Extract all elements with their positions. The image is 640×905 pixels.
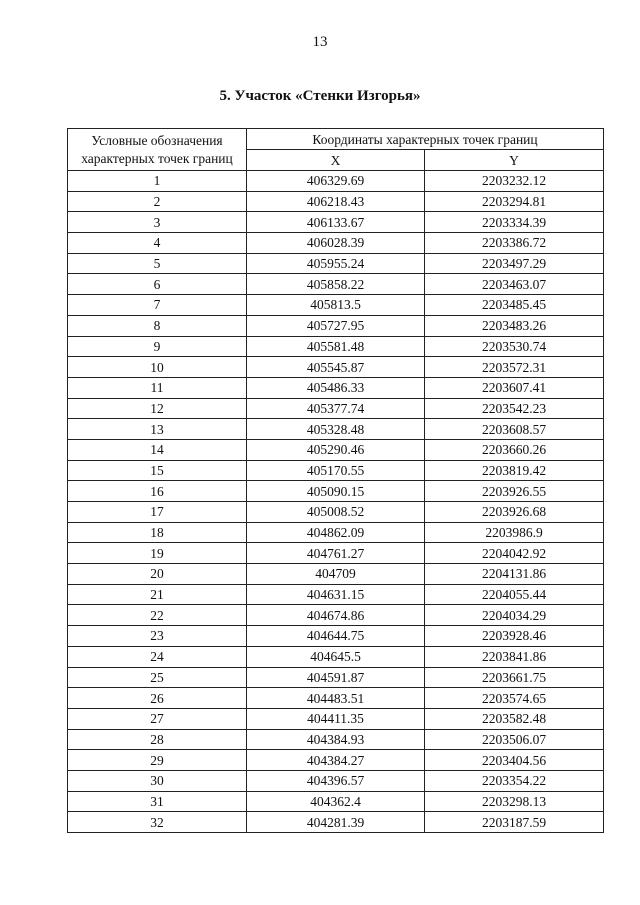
table-row <box>68 377 604 398</box>
point-number-cell: 21 <box>68 584 247 605</box>
x-coordinate-cell: 404709 <box>247 564 425 585</box>
table-row <box>68 315 604 336</box>
y-coordinate-cell: 2203661.75 <box>425 667 604 688</box>
point-number-cell: 16 <box>68 481 247 502</box>
point-number-cell: 22 <box>68 605 247 626</box>
table-row <box>68 171 604 192</box>
y-coordinate-cell: 2203187.59 <box>425 812 604 833</box>
table-row <box>68 502 604 523</box>
table-row <box>68 605 604 626</box>
x-coordinate-cell: 405170.55 <box>247 460 425 481</box>
x-coordinate-cell: 406218.43 <box>247 191 425 212</box>
y-coordinate-cell: 2203497.29 <box>425 253 604 274</box>
y-coordinate-cell: 2203298.13 <box>425 791 604 812</box>
x-coordinate-cell: 404674.86 <box>247 605 425 626</box>
y-coordinate-cell: 2203354.22 <box>425 770 604 791</box>
table-row <box>68 791 604 812</box>
header-coordinates: Координаты характерных точек границ <box>247 129 604 150</box>
table-row <box>68 212 604 233</box>
y-coordinate-cell: 2204131.86 <box>425 564 604 585</box>
y-coordinate-cell: 2203572.31 <box>425 357 604 378</box>
table-row <box>68 543 604 564</box>
point-number-cell: 15 <box>68 460 247 481</box>
table-row <box>68 253 604 274</box>
x-coordinate-cell: 405008.52 <box>247 502 425 523</box>
table-row <box>68 295 604 316</box>
y-coordinate-cell: 2203294.81 <box>425 191 604 212</box>
y-coordinate-cell: 2203530.74 <box>425 336 604 357</box>
x-coordinate-cell: 404384.93 <box>247 729 425 750</box>
point-number-cell: 32 <box>68 812 247 833</box>
table-row <box>68 460 604 481</box>
point-number-cell: 6 <box>68 274 247 295</box>
table-row <box>68 770 604 791</box>
section-title: 5. Участок «Стенки Изгорья» <box>219 88 421 104</box>
y-coordinate-cell: 2203582.48 <box>425 708 604 729</box>
y-coordinate-cell: 2203608.57 <box>425 419 604 440</box>
point-number-cell: 28 <box>68 729 247 750</box>
point-number-cell: 18 <box>68 522 247 543</box>
x-coordinate-cell: 405090.15 <box>247 481 425 502</box>
point-number-cell: 4 <box>68 233 247 254</box>
point-number-cell: 25 <box>68 667 247 688</box>
y-coordinate-cell: 2203506.07 <box>425 729 604 750</box>
point-number-cell: 10 <box>68 357 247 378</box>
point-number-cell: 2 <box>68 191 247 212</box>
x-coordinate-cell: 404362.4 <box>247 791 425 812</box>
y-coordinate-cell: 2203386.72 <box>425 233 604 254</box>
y-coordinate-cell: 2204042.92 <box>425 543 604 564</box>
point-number-cell: 26 <box>68 688 247 709</box>
table-row <box>68 191 604 212</box>
point-number-cell: 24 <box>68 646 247 667</box>
x-coordinate-cell: 404384.27 <box>247 750 425 771</box>
x-coordinate-cell: 404411.35 <box>247 708 425 729</box>
coordinates-table <box>67 128 604 833</box>
x-coordinate-cell: 404396.57 <box>247 770 425 791</box>
y-coordinate-cell: 2203483.26 <box>425 315 604 336</box>
point-number-cell: 5 <box>68 253 247 274</box>
x-coordinate-cell: 404761.27 <box>247 543 425 564</box>
y-coordinate-cell: 2204055.44 <box>425 584 604 605</box>
y-coordinate-cell: 2203485.45 <box>425 295 604 316</box>
x-coordinate-cell: 405290.46 <box>247 439 425 460</box>
y-coordinate-cell: 2203542.23 <box>425 398 604 419</box>
x-coordinate-cell: 404281.39 <box>247 812 425 833</box>
point-number-cell: 12 <box>68 398 247 419</box>
table-row <box>68 750 604 771</box>
table-row <box>68 584 604 605</box>
x-coordinate-cell: 404644.75 <box>247 626 425 647</box>
x-coordinate-cell: 406028.39 <box>247 233 425 254</box>
y-coordinate-cell: 2203660.26 <box>425 439 604 460</box>
header-legend: Условные обозначения характерных точек границ <box>68 129 247 171</box>
point-number-cell: 23 <box>68 626 247 647</box>
y-coordinate-cell: 2203232.12 <box>425 171 604 192</box>
point-number-cell: 14 <box>68 439 247 460</box>
point-number-cell: 13 <box>68 419 247 440</box>
y-coordinate-cell: 2203986.9 <box>425 522 604 543</box>
y-coordinate-cell: 2203334.39 <box>425 212 604 233</box>
y-coordinate-cell: 2204034.29 <box>425 605 604 626</box>
x-coordinate-cell: 405328.48 <box>247 419 425 440</box>
point-number-cell: 20 <box>68 564 247 585</box>
table-row <box>68 522 604 543</box>
y-coordinate-cell: 2203926.68 <box>425 502 604 523</box>
table-row <box>68 398 604 419</box>
table-row <box>68 564 604 585</box>
point-number-cell: 29 <box>68 750 247 771</box>
table-row <box>68 357 604 378</box>
y-coordinate-cell: 2203926.55 <box>425 481 604 502</box>
table-row <box>68 439 604 460</box>
point-number-cell: 31 <box>68 791 247 812</box>
x-coordinate-cell: 405955.24 <box>247 253 425 274</box>
x-coordinate-cell: 404862.09 <box>247 522 425 543</box>
point-number-cell: 7 <box>68 295 247 316</box>
y-coordinate-cell: 2203928.46 <box>425 626 604 647</box>
point-number-cell: 11 <box>68 377 247 398</box>
x-coordinate-cell: 405486.33 <box>247 377 425 398</box>
x-coordinate-cell: 405858.22 <box>247 274 425 295</box>
table-row <box>68 729 604 750</box>
table-row <box>68 667 604 688</box>
point-number-cell: 1 <box>68 171 247 192</box>
x-coordinate-cell: 404631.15 <box>247 584 425 605</box>
x-coordinate-cell: 404591.87 <box>247 667 425 688</box>
x-coordinate-cell: 406133.67 <box>247 212 425 233</box>
point-number-cell: 30 <box>68 770 247 791</box>
y-coordinate-cell: 2203463.07 <box>425 274 604 295</box>
header-x: X <box>247 150 425 171</box>
table-row <box>68 708 604 729</box>
table-row <box>68 336 604 357</box>
y-coordinate-cell: 2203607.41 <box>425 377 604 398</box>
x-coordinate-cell: 405727.95 <box>247 315 425 336</box>
table-body <box>68 171 604 833</box>
point-number-cell: 27 <box>68 708 247 729</box>
table-row <box>68 481 604 502</box>
y-coordinate-cell: 2203841.86 <box>425 646 604 667</box>
point-number-cell: 9 <box>68 336 247 357</box>
x-coordinate-cell: 406329.69 <box>247 171 425 192</box>
x-coordinate-cell: 405377.74 <box>247 398 425 419</box>
point-number-cell: 19 <box>68 543 247 564</box>
x-coordinate-cell: 405813.5 <box>247 295 425 316</box>
x-coordinate-cell: 405581.48 <box>247 336 425 357</box>
y-coordinate-cell: 2203574.65 <box>425 688 604 709</box>
table-row <box>68 233 604 254</box>
table-row <box>68 419 604 440</box>
y-coordinate-cell: 2203819.42 <box>425 460 604 481</box>
point-number-cell: 3 <box>68 212 247 233</box>
header-y: Y <box>425 150 604 171</box>
y-coordinate-cell: 2203404.56 <box>425 750 604 771</box>
point-number-cell: 8 <box>68 315 247 336</box>
x-coordinate-cell: 405545.87 <box>247 357 425 378</box>
table-row <box>68 626 604 647</box>
table-row <box>68 812 604 833</box>
table-row <box>68 274 604 295</box>
page-number: 13 <box>312 34 328 50</box>
x-coordinate-cell: 404645.5 <box>247 646 425 667</box>
x-coordinate-cell: 404483.51 <box>247 688 425 709</box>
table-row <box>68 688 604 709</box>
point-number-cell: 17 <box>68 502 247 523</box>
table-row <box>68 646 604 667</box>
